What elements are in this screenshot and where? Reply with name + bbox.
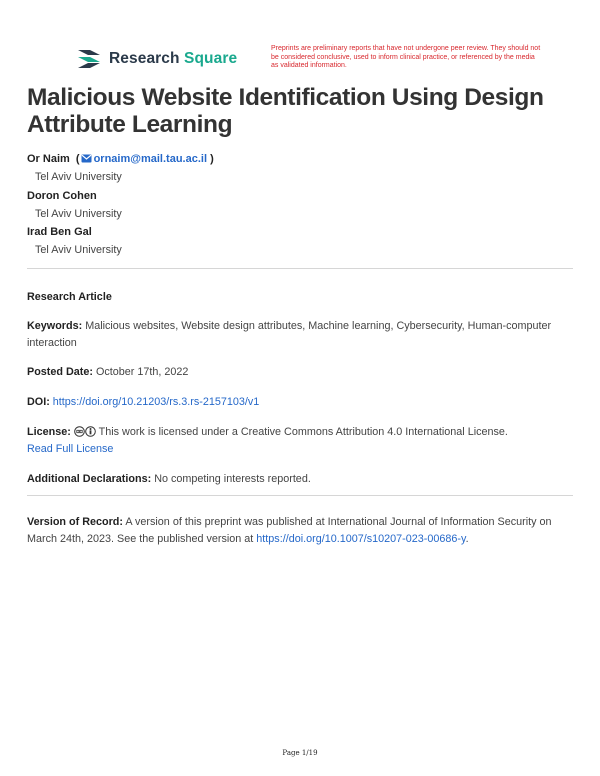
author-email-link[interactable]: ornaim@mail.tau.ac.il [93, 153, 208, 165]
declarations-field [27, 471, 567, 488]
version-of-record-label: Version of Record: [27, 516, 123, 528]
posted-date-value: October 17th, 2022 [96, 366, 189, 378]
article-type-text: Research Article [27, 291, 112, 303]
license-text: This work is licensed under a Creative Commons Attribution 4.0 International License. [98, 426, 508, 438]
creative-commons-icon [74, 426, 85, 437]
divider [27, 268, 573, 269]
posted-date-field [27, 364, 567, 381]
declarations-value: No competing interests reported. [154, 473, 311, 485]
author-affiliation-2: Tel Aviv University [35, 208, 122, 220]
logo-text-research: Research [109, 50, 180, 67]
published-version-link[interactable]: https://doi.org/10.1007/s10207-023-00686-y [256, 533, 466, 545]
author-affiliation-3: Tel Aviv University [35, 244, 122, 256]
author-name-3: Irad Ben Gal [27, 226, 92, 238]
page-number: Page 1/19 [282, 749, 318, 757]
attribution-icon [85, 426, 96, 437]
keywords-value: Malicious websites, Website design attributes, Machine learning, Cybersecurity, Human-computer interaction [27, 320, 552, 349]
logo-text [109, 50, 237, 68]
divider [27, 495, 573, 496]
author-name-text: Or Naim [27, 153, 70, 165]
preprint-disclaimer: Preprints are preliminary reports that have not undergone peer review. They should not be considered conclusive, used to inform clinical practice, or referenced by the media as validated information. [271, 45, 541, 70]
author-name-2: Doron Cohen [27, 190, 97, 202]
author-affiliation-1: Tel Aviv University [35, 171, 122, 183]
version-of-record-text: A version of this preprint was published at International Journal of Information Security on March 24th, 2023. See the published version at [27, 516, 552, 545]
logo-text-square: Square [184, 50, 238, 67]
posted-date-label: Posted Date: [27, 366, 93, 378]
mail-icon [81, 154, 92, 163]
research-square-logo-icon [76, 48, 102, 70]
page-title: Malicious Website Identification Using Design Attribute Learning [27, 84, 544, 138]
keywords-label: Keywords: [27, 320, 83, 332]
declarations-label: Additional Declarations: [27, 473, 152, 485]
article-type [27, 289, 567, 306]
doi-label: DOI: [27, 396, 50, 408]
doi-field [27, 394, 567, 411]
version-of-record-field [27, 514, 567, 548]
license-label: License: [27, 426, 71, 438]
version-of-record-suffix: . [465, 533, 469, 545]
license-field [27, 424, 567, 458]
author-name-1: Or Naim ( ornaim@mail.tau.ac.il ) [27, 153, 214, 165]
doi-link[interactable]: https://doi.org/10.21203/rs.3.rs-2157103/v1 [52, 396, 260, 408]
read-full-license-link[interactable]: Read Full License [27, 443, 114, 455]
keywords-field [27, 318, 567, 352]
research-square-logo[interactable] [76, 46, 237, 72]
